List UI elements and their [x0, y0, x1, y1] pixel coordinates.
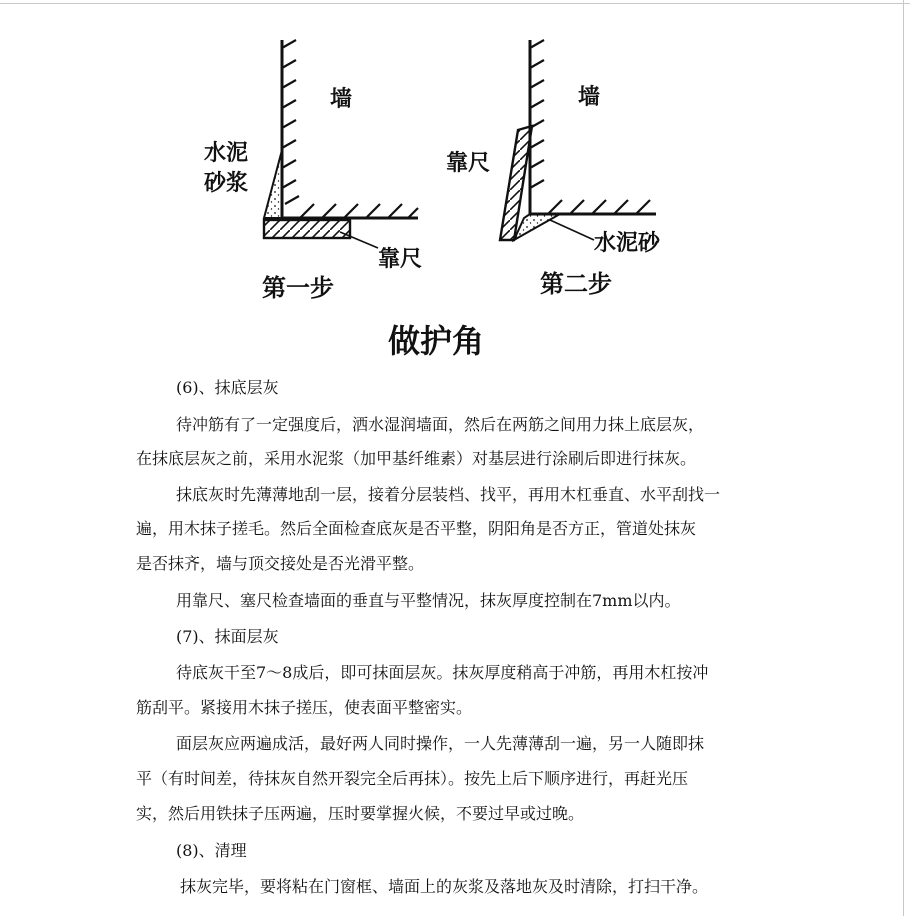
section-heading-6: (6)、抹底层灰 — [176, 378, 279, 397]
step1-diagram — [204, 40, 422, 302]
step1-ruler-label: 靠尺 — [378, 247, 423, 272]
step1-mortar-label-2: 砂浆 — [204, 171, 249, 196]
step2-ruler-label: 靠尺 — [446, 151, 491, 176]
section-heading-7: (7)、抹面层灰 — [176, 627, 279, 646]
paragraph-line: 用靠尺、塞尺检查墙面的垂直与平整情况，抹灰厚度控制在7mm以内。 — [176, 591, 681, 610]
step1-mortar-label-1: 水泥 — [204, 141, 249, 166]
paragraph-line: 筋刮平。紧接用木抹子搓压，使表面平整密实。 — [136, 698, 473, 717]
paragraph-line: 面层灰应两遍成活，最好两人同时操作，一人先薄薄刮一遍，另一人随即抹 — [176, 734, 705, 753]
step2-caption: 第二步 — [540, 270, 612, 298]
figure-title: 做护角 — [388, 322, 485, 360]
step2-wall-label: 墙 — [578, 85, 601, 110]
step2-mortar-label: 水泥砂 — [594, 231, 661, 256]
paragraph-line: 抹灰完毕，要将粘在门窗框、墙面上的灰浆及落地灰及时清除，打扫干净。 — [180, 877, 709, 896]
step1-wall-label: 墙 — [330, 87, 353, 112]
corner-protection-figure — [0, 0, 910, 370]
paragraph-line: 遍，用木抹子搓毛。然后全面检查底灰是否平整，阴阳角是否方正，管道处抹灰 — [136, 519, 697, 538]
paragraph-line: 待底灰干至7～8成后，即可抹面层灰。抹灰厚度稍高于冲筋，再用木杠按冲 — [176, 663, 709, 682]
paragraph-line: 平（有时间差，待抹灰自然开裂完全后再抹）。按先上后下顺序进行，再赶光压 — [136, 769, 689, 788]
section-heading-8: (8)、清理 — [176, 841, 247, 860]
paragraph-line: 实，然后用铁抹子压两遍，压时要掌握火候，不要过早或过晚。 — [136, 804, 585, 823]
paragraph-line: 是否抹齐，墙与顶交接处是否光滑平整。 — [136, 554, 425, 573]
step2-diagram — [446, 40, 661, 298]
step1-caption: 第一步 — [262, 274, 334, 302]
paragraph-line: 待冲筋有了一定强度后，洒水湿润墙面，然后在两筋之间用力抹上底层灰， — [176, 415, 705, 434]
paragraph-line: 在抹底层灰之前，采用水泥浆（加甲基纤维素）对基层进行涂刷后即进行抹灰。 — [136, 449, 697, 468]
paragraph-line: 抹底灰时先薄薄地刮一层，接着分层装档、找平，再用木杠垂直、水平刮找一 — [176, 485, 721, 504]
